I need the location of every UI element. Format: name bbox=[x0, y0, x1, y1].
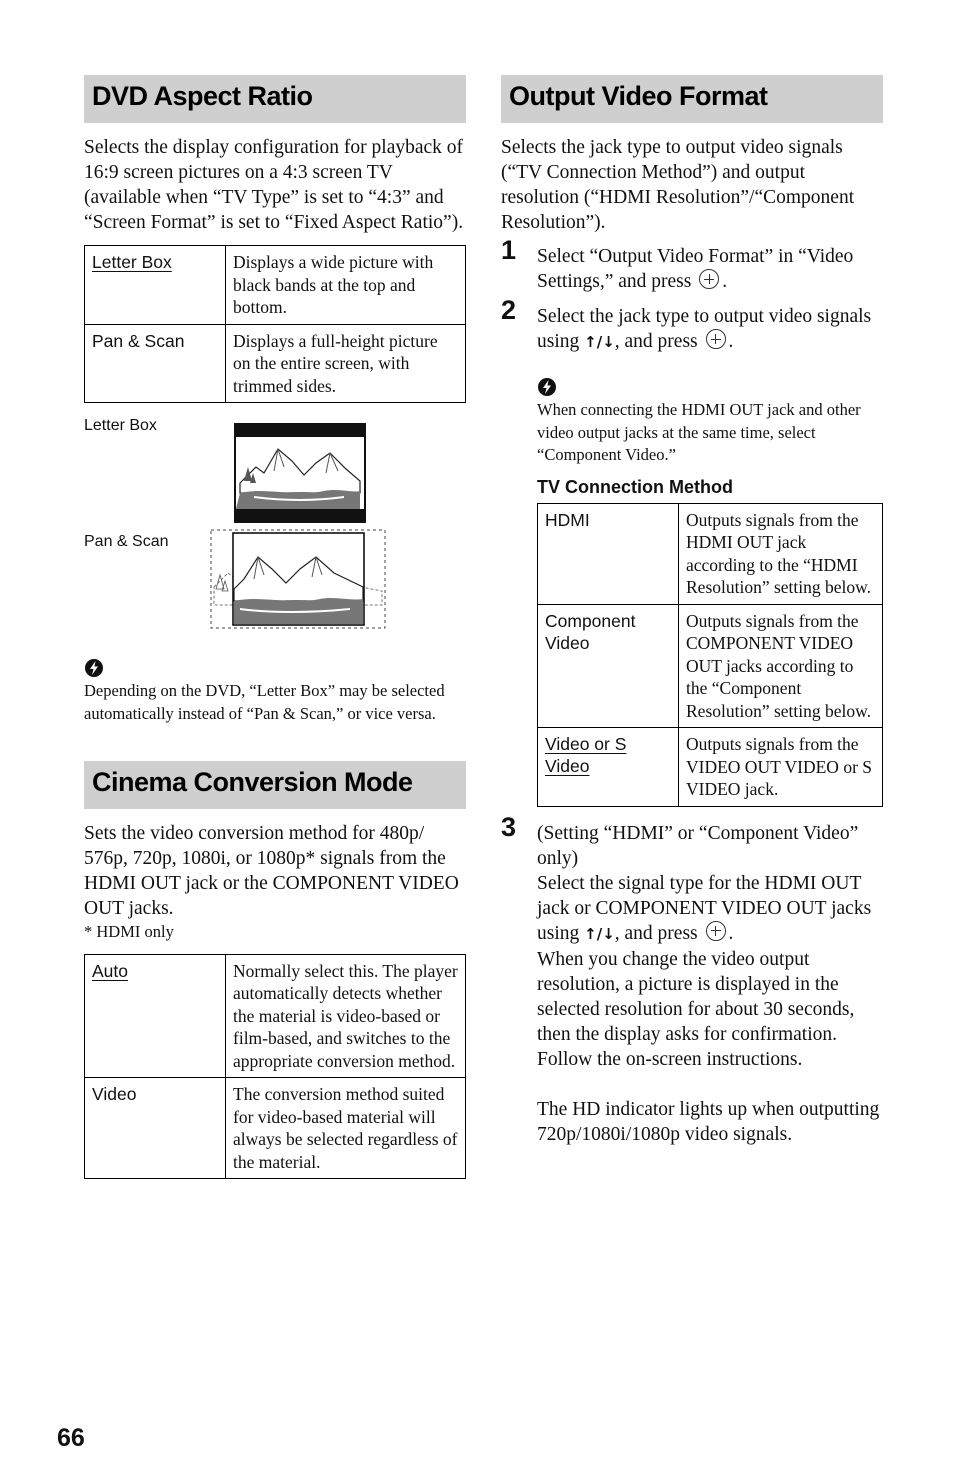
table-row bbox=[85, 1078, 466, 1179]
output-video-format-hint: When connecting the HDMI OUT jack and other video output jacks at the same time, select “Component Video.” bbox=[537, 400, 861, 464]
option-key bbox=[538, 728, 679, 807]
letterbox-figure-label: Letter Box bbox=[84, 417, 157, 434]
left-column bbox=[84, 75, 466, 1179]
option-desc: Displays a wide picture with black bands at the top and bottom. bbox=[226, 246, 466, 325]
cinema-conversion-table bbox=[84, 954, 466, 1180]
enter-button-icon bbox=[699, 269, 719, 289]
table-row bbox=[538, 604, 883, 728]
option-key-text: Letter Box bbox=[92, 252, 172, 272]
option-key-text: HDMI bbox=[545, 509, 590, 530]
option-key bbox=[85, 1078, 226, 1179]
step-3 bbox=[501, 811, 883, 1147]
option-desc: Outputs signals from the HDMI OUT jack according to the “HDMI Resolution” setting below. bbox=[679, 503, 883, 604]
option-key bbox=[85, 246, 226, 325]
enter-button-icon bbox=[706, 329, 726, 349]
tv-connection-method-title: TV Connection Method bbox=[537, 476, 733, 497]
table-row bbox=[538, 728, 883, 807]
letterbox-illustration bbox=[234, 423, 366, 523]
option-desc: Outputs signals from the COMPONENT VIDEO OUT jacks according to the “Component Resolution” setting below. bbox=[679, 604, 883, 728]
step-2: 2 Select the jack type to output video signals using ↑/↓, and press . When connecting the HDMI OUT jack and other video output jacks at the same time, select “Component Video.” TV Connection Method HDMI Outputs signals from the HDMI OUT jack according to the “HDMI Resolution” setting below. Component Video Outputs signals from the COMPONENT VIDEO OUT jacks according to the “Component Resolution” setting below. Video or S Video Outputs signals from the VIDEO OUT VIDEO or S VIDEO jack. bbox=[501, 304, 883, 807]
step-number: 2 bbox=[501, 295, 517, 325]
step-number: 3 bbox=[501, 811, 517, 842]
enter-button-icon bbox=[706, 921, 726, 941]
step-3-text-b: , and press bbox=[614, 922, 698, 944]
step-3-text: Select the signal type for the HDMI OUT jack or COMPONENT VIDEO OUT jacks using bbox=[537, 872, 872, 944]
step-2-text: Select the jack type to output video signals using bbox=[537, 306, 872, 352]
output-video-format-intro: Selects the jack type to output video signals (“TV Connection Method”) and output resolution (“HDMI Resolution”/“Component Resolution”). bbox=[501, 137, 855, 233]
arrow-keys-icon: ↑/↓ bbox=[584, 924, 615, 943]
dvd-aspect-ratio-table bbox=[84, 245, 466, 403]
arrow-keys-icon: ↑/↓ bbox=[584, 333, 615, 351]
table-row bbox=[85, 324, 466, 403]
table-row bbox=[85, 246, 466, 325]
table-row bbox=[538, 503, 883, 604]
step-3-instruction: Select the signal type for the HDMI OUT jack or COMPONENT VIDEO OUT jacks using ↑/↓, and press . bbox=[537, 872, 872, 944]
step-2-text-b: , and press bbox=[614, 331, 698, 352]
panscan-figure-label: Pan & Scan bbox=[84, 533, 169, 550]
step-3-condition: (Setting “HDMI” or “Component Video” only) bbox=[537, 822, 859, 869]
step-1: 1 Select “Output Video Format” in “Video Settings,” and press . bbox=[501, 235, 854, 292]
step-3-paragraph-2: When you change the video output resolution, a picture is displayed in the selected resolution for about 30 seconds, then the display asks for confirmation. Follow the on-screen instructions. bbox=[537, 948, 855, 1070]
option-desc: Normally select this. The player automatically detects whether the material is video-based or film-based, and switches to the appropriate conversion method. bbox=[226, 954, 466, 1078]
option-key-text: Component Video bbox=[545, 610, 636, 653]
step-1-text: Select “Output Video Format” in “Video Settings,” and press bbox=[537, 246, 854, 292]
step-3-paragraph-3: The HD indicator lights up when outputting 720p/1080i/1080p video signals. bbox=[537, 1098, 880, 1145]
aspect-figures bbox=[84, 403, 466, 658]
option-key-text: Video bbox=[92, 1084, 137, 1104]
hint-icon bbox=[537, 377, 557, 397]
dvd-aspect-ratio-hint: Depending on the DVD, “Letter Box” may be selected automatically instead of “Pan & Scan,” or vice versa. bbox=[84, 681, 445, 723]
option-desc: The conversion method suited for video-based material will always be selected regardless of the material. bbox=[226, 1078, 466, 1179]
right-column bbox=[501, 75, 883, 1147]
hint-icon bbox=[84, 658, 104, 678]
tv-connection-method-table bbox=[537, 503, 883, 807]
option-desc: Displays a full-height picture on the entire screen, with trimmed sides. bbox=[226, 324, 466, 403]
option-key bbox=[538, 503, 679, 604]
option-key-text: Pan & Scan bbox=[92, 330, 185, 351]
table-row bbox=[85, 954, 466, 1078]
panscan-illustration bbox=[210, 529, 386, 629]
section-heading-output-video-format: Output Video Format bbox=[501, 75, 883, 123]
dvd-aspect-ratio-intro: Selects the display configuration for playback of 16:9 screen pictures on a 4:3 screen TV (available when “TV Type” is set to “4:3” and “Screen Format” is set to “Fixed Aspect Ratio”). bbox=[84, 137, 464, 233]
option-desc: Outputs signals from the VIDEO OUT VIDEO or S VIDEO jack. bbox=[679, 728, 883, 807]
option-key-text: Auto bbox=[92, 960, 128, 981]
option-key-text: Video or S Video bbox=[545, 734, 627, 776]
page-number: 66 bbox=[57, 1424, 85, 1452]
option-key bbox=[85, 954, 226, 1078]
step-number: 1 bbox=[501, 235, 517, 265]
cinema-conversion-footnote: * HDMI only bbox=[84, 922, 174, 941]
option-key bbox=[538, 604, 679, 728]
option-key bbox=[85, 324, 226, 403]
cinema-conversion-intro: Sets the video conversion method for 480p/ 576p, 720p, 1080i, or 1080p* signals from the HDMI OUT jack or the COMPONENT VIDEO OUT jacks. bbox=[84, 823, 459, 919]
section-heading-dvd-aspect-ratio: DVD Aspect Ratio bbox=[84, 75, 466, 123]
section-heading-cinema-conversion-mode: Cinema Conversion Mode bbox=[84, 761, 466, 809]
